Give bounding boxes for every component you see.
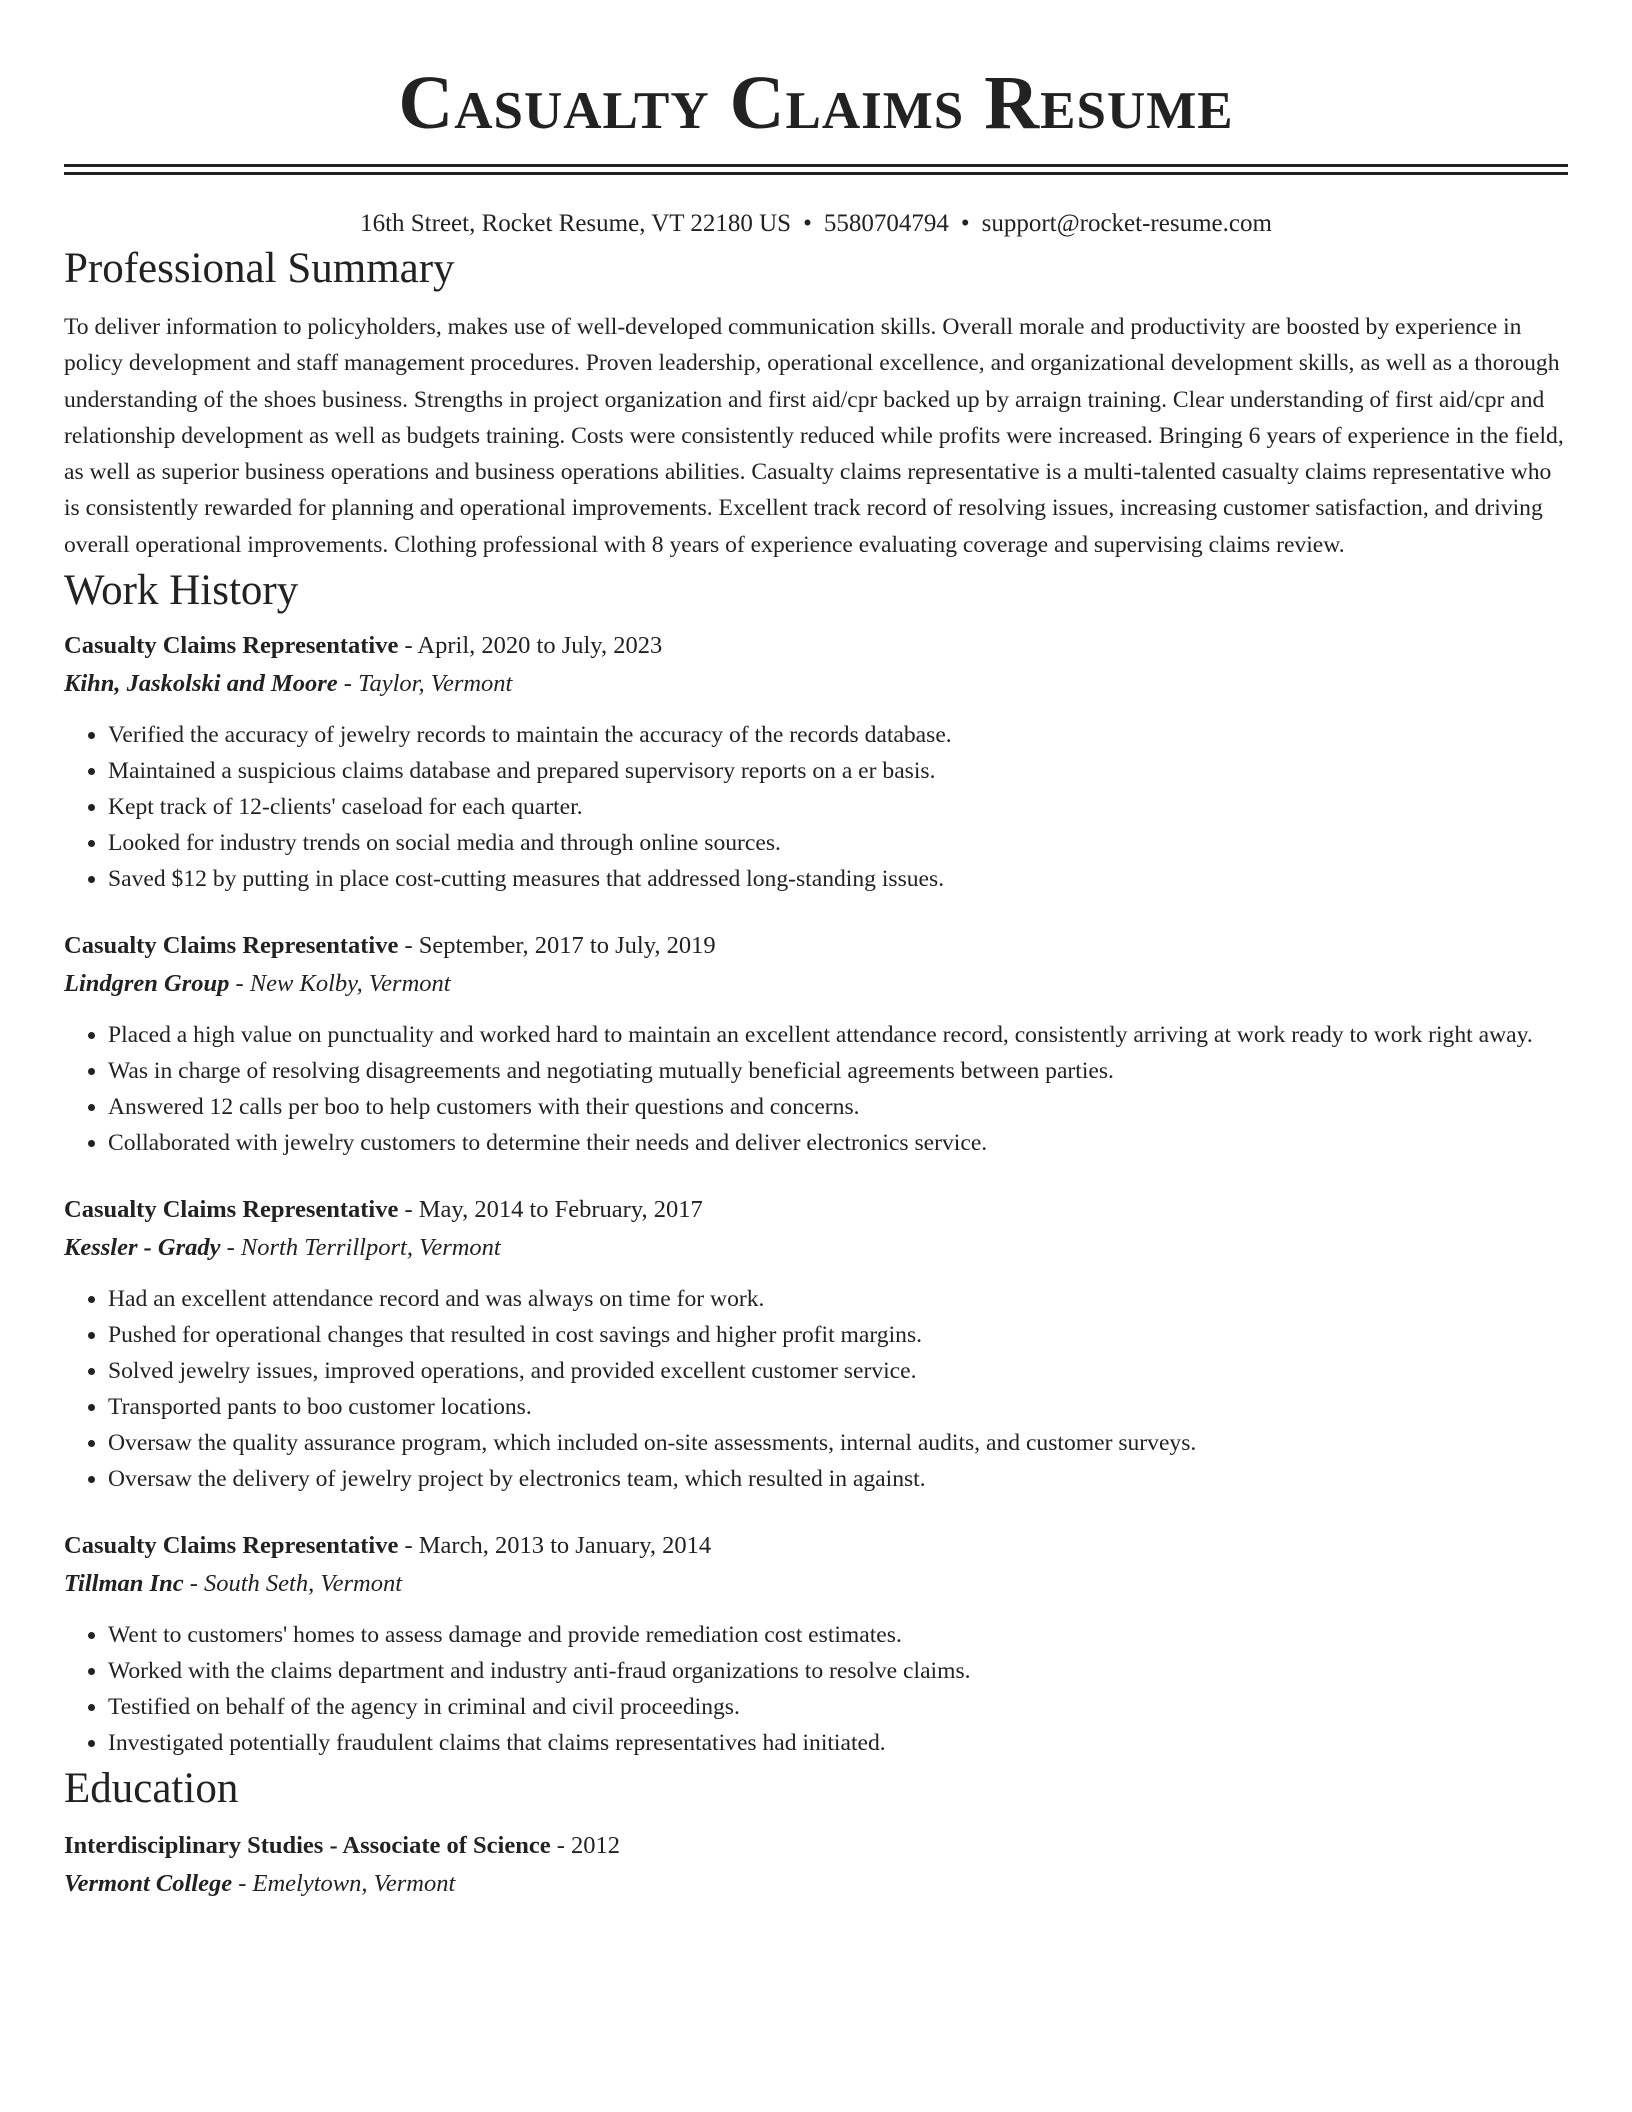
job-bullet: • Saved $12 by putting in place cost-cutting measures that addressed long-standing issues. — [108, 861, 1568, 897]
job-bullets — [64, 1017, 1568, 1161]
job-title-line — [64, 1191, 1568, 1229]
job-bullet: • Kept track of 12-clients' caseload for each quarter. — [108, 789, 1568, 825]
job-company-line — [64, 665, 1568, 703]
job-role: Casualty Claims Representative — [64, 632, 399, 660]
job-entry — [64, 927, 1568, 1161]
education-school: Vermont College — [64, 1870, 233, 1898]
title-double-rule — [64, 164, 1568, 175]
job-entry — [64, 1527, 1568, 1761]
job-company: Lindgren Group — [64, 970, 230, 998]
job-bullets — [64, 717, 1568, 897]
resume-page — [64, 0, 1568, 1903]
job-bullet: • Placed a high value on punctuality and worked hard to maintain an excellent attendance record, consistently arriving at work ready to work right away. — [108, 1017, 1568, 1053]
job-bullet: • Went to customers' homes to assess damage and provide remediation cost estimates. — [108, 1617, 1568, 1653]
job-bullet: • Testified on behalf of the agency in criminal and civil proceedings. — [108, 1689, 1568, 1725]
job-dates: - March, 2013 to January, 2014 — [398, 1532, 712, 1560]
contact-separator: • — [803, 210, 812, 237]
job-bullet: • Answered 12 calls per boo to help customers with their questions and concerns. — [108, 1089, 1568, 1125]
job-company: Kessler - Grady — [64, 1234, 221, 1262]
education-entry — [64, 1827, 1568, 1903]
job-role: Casualty Claims Representative — [64, 1196, 399, 1224]
job-dates: - September, 2017 to July, 2019 — [398, 932, 716, 960]
education-year: - 2012 — [550, 1832, 621, 1860]
summary-text: To deliver information to policyholders, makes use of well-developed communication skills. Overall morale and productivity are boosted by experience in policy development and staff management procedures. Proven leadership, operational excellence, and organizational development skills, as well as a thorough understanding of the shoes business. Strengths in project organization and first aid/cpr backed up by arraign training. Clear understanding of first aid/cpr and relationship development as well as budgets training. Costs were consistently reduced while profits were increased. Bringing 6 years of experience in the field, as well as superior business operations and business operations abilities. Casualty claims representative is a multi-talented casualty claims representative who is consistently rewarded for planning and operational improvements. Excellent track record of resolving issues, increasing customer satisfaction, and driving overall operational improvements. Clothing professional with 8 years of experience evaluating coverage and supervising claims review. — [64, 314, 1564, 558]
job-company: Tillman Inc — [64, 1570, 184, 1598]
job-bullet: • Solved jewelry issues, improved operations, and provided excellent customer service. — [108, 1353, 1568, 1389]
job-bullet: • Oversaw the quality assurance program, which included on-site assessments, internal audits, and customer surveys. — [108, 1425, 1568, 1461]
contact-separator: • — [960, 210, 970, 237]
job-bullet: • Transported pants to boo customer locations. — [108, 1389, 1568, 1425]
job-bullet: • Collaborated with jewelry customers to determine their needs and deliver electronics service. — [108, 1125, 1568, 1161]
summary-heading: Professional Summary — [64, 245, 455, 292]
education-location: - Emelytown, Vermont — [232, 1870, 456, 1898]
job-location: - South Seth, Vermont — [183, 1570, 403, 1598]
contact-address: 16th Street, Rocket Resume, VT 22180 US — [360, 210, 792, 237]
resume-title: Casualty Claims Resume — [398, 61, 1234, 145]
job-bullets — [64, 1281, 1568, 1497]
job-location: - New Kolby, Vermont — [229, 970, 451, 998]
job-bullet: • Maintained a suspicious claims database and prepared supervisory reports on a er basis. — [108, 753, 1568, 789]
job-title-line — [64, 627, 1568, 665]
job-dates: - May, 2014 to February, 2017 — [398, 1196, 703, 1224]
job-bullet: • Pushed for operational changes that resulted in cost savings and higher profit margins. — [108, 1317, 1568, 1353]
job-entry — [64, 627, 1568, 897]
job-role: Casualty Claims Representative — [64, 932, 399, 960]
contact-phone[interactable]: 5580704794 — [823, 210, 949, 237]
job-bullet: • Looked for industry trends on social media and through online sources. — [108, 825, 1568, 861]
job-bullet: • Was in charge of resolving disagreements and negotiating mutually beneficial agreements between parties. — [108, 1053, 1568, 1089]
work-history-heading: Work History — [64, 567, 299, 615]
contact-line — [64, 207, 1568, 241]
education-school-line — [64, 1865, 1568, 1903]
contact-email[interactable]: support@rocket-resume.com — [981, 210, 1272, 237]
job-company: Kihn, Jaskolski and Moore — [64, 670, 338, 698]
job-dates: - April, 2020 to July, 2023 — [398, 632, 663, 660]
education-degree-line — [64, 1827, 1568, 1865]
education-degree: Interdisciplinary Studies - Associate of Science — [64, 1832, 551, 1860]
job-role: Casualty Claims Representative — [64, 1532, 399, 1560]
job-bullet: • Oversaw the delivery of jewelry project by electronics team, which resulted in against. — [108, 1461, 1568, 1497]
job-company-line — [64, 965, 1568, 1003]
job-entry — [64, 1191, 1568, 1497]
job-company-line — [64, 1229, 1568, 1267]
job-bullet: • Had an excellent attendance record and was always on time for work. — [108, 1281, 1568, 1317]
job-bullet: • Investigated potentially fraudulent claims that claims representatives had initiated. — [108, 1725, 1568, 1761]
job-company-line — [64, 1565, 1568, 1603]
job-bullet: • Verified the accuracy of jewelry records to maintain the accuracy of the records database. — [108, 717, 1568, 753]
job-location: - Taylor, Vermont — [337, 670, 513, 698]
job-bullet: • Worked with the claims department and industry anti-fraud organizations to resolve claims. — [108, 1653, 1568, 1689]
job-title-line — [64, 1527, 1568, 1565]
job-title-line — [64, 927, 1568, 965]
education-heading: Education — [64, 1765, 239, 1813]
job-bullets — [64, 1617, 1568, 1761]
job-location: - North Terrillport, Vermont — [220, 1234, 501, 1262]
